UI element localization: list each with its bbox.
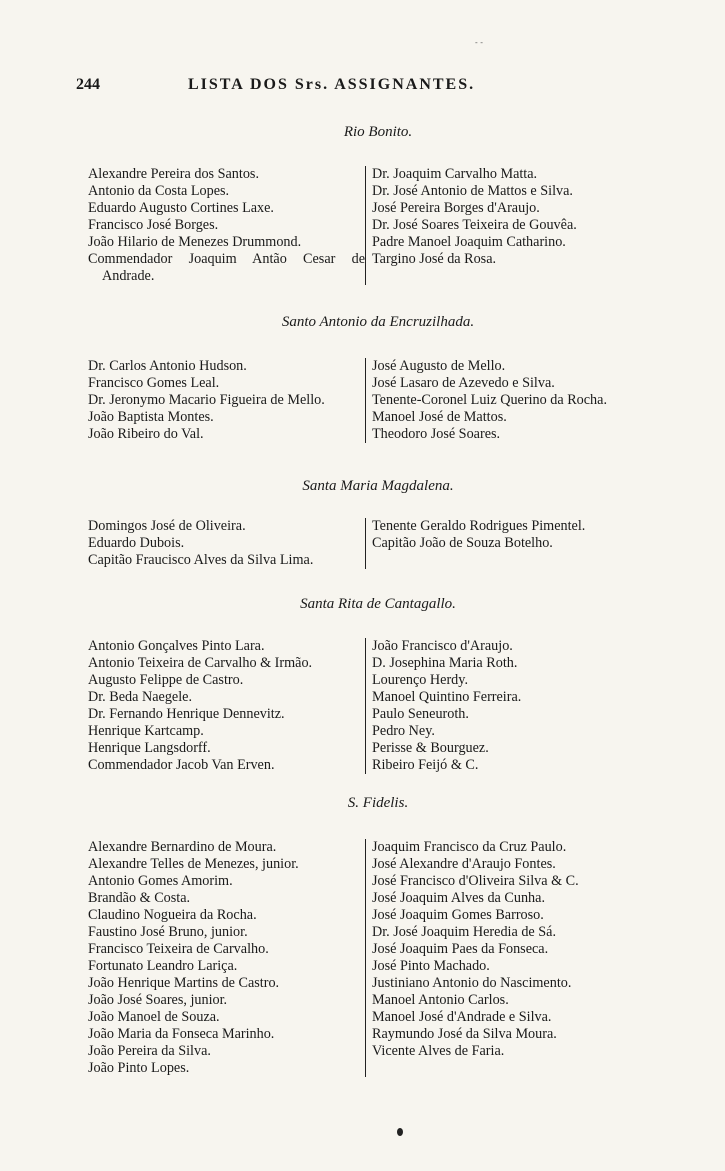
subscriber-column-right xyxy=(365,518,585,569)
section-title: Santo Antonio da Encruzilhada. xyxy=(281,314,475,330)
subscriber-name: Eduardo Dubois. xyxy=(88,535,185,551)
subscriber-name: Claudino Nogueira da Rocha. xyxy=(88,907,257,923)
subscriber-name: José Pinto Machado. xyxy=(372,958,490,974)
subscriber-columns xyxy=(88,839,668,1077)
subscriber-name: Domingos José de Oliveira. xyxy=(88,518,246,534)
subscriber-name: Joaquim Francisco da Cruz Paulo. xyxy=(372,839,567,855)
subscriber-name: Brandão & Costa. xyxy=(88,890,191,906)
subscriber-name: Dr. Jeronymo Macario Figueira de Mello. xyxy=(88,392,325,408)
page-ornament xyxy=(397,1128,403,1136)
subscriber-name: Francisco José Borges. xyxy=(88,217,219,233)
subscriber-name: José Joaquim Alves da Cunha. xyxy=(372,890,545,906)
section-title: S. Fidelis. xyxy=(347,795,409,811)
subscriber-name: Antonio Teixeira de Carvalho & Irmão. xyxy=(88,655,313,671)
subscriber-name: Paulo Seneuroth. xyxy=(372,706,469,722)
subscriber-name: João Hilario de Menezes Drummond. xyxy=(88,234,302,250)
subscriber-column-right xyxy=(365,839,579,1077)
subscriber-name: João Pereira da Silva. xyxy=(88,1043,211,1059)
subscriber-name: José Pereira Borges d'Araujo. xyxy=(372,200,540,216)
subscriber-name: Manoel Quintino Ferreira. xyxy=(372,689,522,705)
subscriber-name: Francisco Gomes Leal. xyxy=(88,375,220,391)
subscriber-name: D. Josephina Maria Roth. xyxy=(372,655,518,671)
section-title: Santa Rita de Cantagallo. xyxy=(300,596,456,612)
subscriber-name: Pedro Ney. xyxy=(372,723,435,739)
subscriber-name: Eduardo Augusto Cortines Laxe. xyxy=(88,200,274,216)
running-title: LISTA DOS Srs. ASSIGNANTES. xyxy=(188,76,476,93)
subscriber-name: Targino José da Rosa. xyxy=(372,251,497,267)
section-santo-antonio-da-encruzilhada xyxy=(88,312,668,443)
subscriber-name: João Francisco d'Araujo. xyxy=(372,638,513,654)
subscriber-name: Dr. José Joaquim Heredia de Sá. xyxy=(372,924,557,940)
page-number: 244 xyxy=(76,76,100,93)
subscriber-name: Dr. Joaquim Carvalho Matta. xyxy=(372,166,538,182)
subscriber-name: Commendador Jacob Van Erven. xyxy=(88,757,275,773)
subscriber-name: Alexandre Bernardino de Moura. xyxy=(88,839,277,855)
subscriber-column-left xyxy=(88,638,365,774)
subscriber-name: José Francisco d'Oliveira Silva & C. xyxy=(372,873,579,889)
subscriber-name: Fortunato Leandro Lariça. xyxy=(88,958,238,974)
subscriber-name: Augusto Felippe de Castro. xyxy=(88,672,244,688)
subscriber-name: Theodoro José Soares. xyxy=(372,426,501,442)
subscriber-columns xyxy=(88,358,668,443)
subscriber-name: Alexandre Pereira dos Santos. xyxy=(88,166,259,182)
section-rio-bonito xyxy=(88,122,668,285)
subscriber-name: João Maria da Fonseca Marinho. xyxy=(88,1026,275,1042)
subscriber-name: José Joaquim Paes da Fonseca. xyxy=(372,941,549,957)
subscriber-name: Faustino José Bruno, junior. xyxy=(88,924,248,940)
subscriber-column-right xyxy=(365,638,521,774)
subscriber-column-left xyxy=(88,358,365,443)
subscriber-name: José Lasaro de Azevedo e Silva. xyxy=(372,375,555,391)
page-header xyxy=(76,76,646,98)
subscriber-name: João Manoel de Souza. xyxy=(88,1009,220,1025)
subscriber-column-left xyxy=(88,518,365,569)
subscriber-name: Capitão João de Souza Botelho. xyxy=(372,535,553,551)
subscriber-name: Lourenço Herdy. xyxy=(372,672,468,688)
subscriber-columns xyxy=(88,518,668,569)
subscriber-name: Manoel Antonio Carlos. xyxy=(372,992,509,1008)
subscriber-name: Antonio Gomes Amorim. xyxy=(88,873,233,889)
subscriber-name: Antonio Gonçalves Pinto Lara. xyxy=(88,638,265,654)
subscriber-name: Vicente Alves de Faria. xyxy=(372,1043,505,1059)
subscriber-name: Tenente Geraldo Rodrigues Pimentel. xyxy=(372,518,586,534)
section-s-fidelis xyxy=(88,793,668,1077)
subscriber-column-right xyxy=(365,166,577,285)
subscriber-column-right xyxy=(365,358,607,443)
subscriber-columns xyxy=(88,638,668,774)
subscriber-name: Dr. Carlos Antonio Hudson. xyxy=(88,358,247,374)
subscriber-name: Dr. José Soares Teixeira de Gouvêa. xyxy=(372,217,577,233)
subscriber-name: João José Soares, junior. xyxy=(88,992,228,1008)
subscriber-name: João Henrique Martins de Castro. xyxy=(88,975,280,991)
subscriber-columns xyxy=(88,166,668,285)
subscriber-name: Perisse & Bourguez. xyxy=(372,740,489,756)
subscriber-name: João Ribeiro do Val. xyxy=(88,426,204,442)
subscriber-column-left xyxy=(88,166,365,285)
subscriber-name: Dr. Fernando Henrique Dennevitz. xyxy=(88,706,285,722)
subscriber-name: Dr. Beda Naegele. xyxy=(88,689,192,705)
subscriber-name: Manoel José d'Andrade e Silva. xyxy=(372,1009,552,1025)
section-santa-maria-magdalena xyxy=(88,476,668,569)
subscriber-name: José Augusto de Mello. xyxy=(372,358,506,374)
subscriber-name: Tenente-Coronel Luiz Querino da Rocha. xyxy=(372,392,607,408)
subscriber-name: Antonio da Costa Lopes. xyxy=(88,183,230,199)
subscriber-name: Alexandre Telles de Menezes, junior. xyxy=(88,856,299,872)
section-title: Rio Bonito. xyxy=(343,124,413,140)
section-santa-rita-de-cantagallo xyxy=(88,594,668,774)
subscriber-name: Padre Manoel Joaquim Catharino. xyxy=(372,234,566,250)
subscriber-name: Justiniano Antonio do Nascimento. xyxy=(372,975,572,991)
subscriber-column-left xyxy=(88,839,365,1077)
subscriber-name: Capitão Fraucisco Alves da Silva Lima. xyxy=(88,552,314,568)
subscriber-name: José Joaquim Gomes Barroso. xyxy=(372,907,544,923)
subscriber-name: Dr. José Antonio de Mattos e Silva. xyxy=(372,183,573,199)
printer-mark: - - xyxy=(475,38,483,47)
subscriber-name: Raymundo José da Silva Moura. xyxy=(372,1026,557,1042)
subscriber-name: Ribeiro Feijó & C. xyxy=(372,757,479,773)
subscriber-name: José Alexandre d'Araujo Fontes. xyxy=(372,856,556,872)
subscriber-name: Henrique Kartcamp. xyxy=(88,723,204,739)
section-title: Santa Maria Magdalena. xyxy=(302,478,454,494)
subscriber-name: Manoel José de Mattos. xyxy=(372,409,507,425)
subscriber-name: Henrique Langsdorff. xyxy=(88,740,211,756)
subscriber-name: Commendador Joaquim Antão Cesar de Andrade. xyxy=(88,251,365,284)
subscriber-name: João Baptista Montes. xyxy=(88,409,214,425)
subscriber-name: Francisco Teixeira de Carvalho. xyxy=(88,941,269,957)
subscriber-name: João Pinto Lopes. xyxy=(88,1060,190,1076)
